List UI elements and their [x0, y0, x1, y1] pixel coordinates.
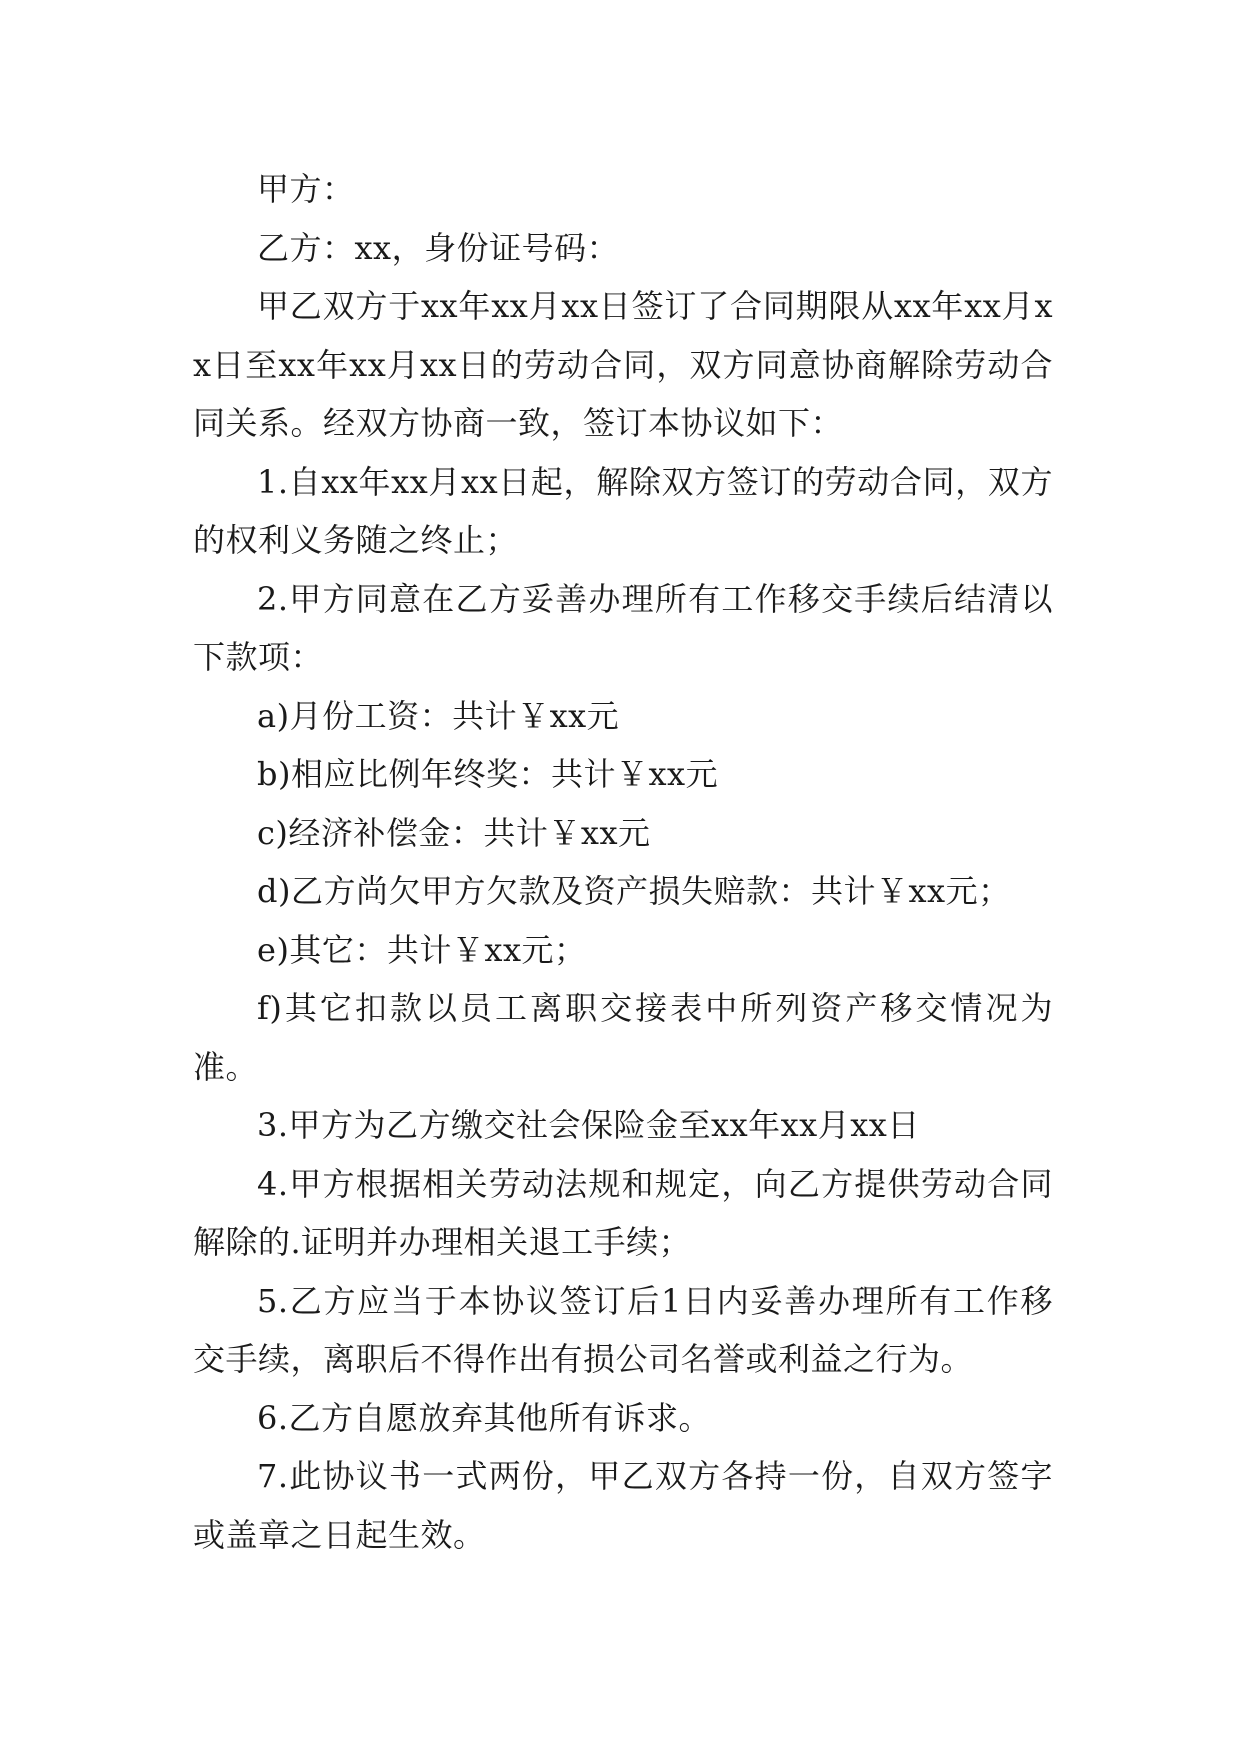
clause-2-item-d: d)乙方尚欠甲方欠款及资产损失赔款：共计￥xx元；: [257, 872, 1011, 910]
party-b-line: 乙方：xx，身份证号码：: [257, 228, 620, 267]
clause-2-item-a: a)月份工资：共计￥xx元: [257, 696, 620, 735]
clause-2-item-f: f)其它扣款以员工离职交接表中所列资产移交情况为准。: [193, 989, 1053, 1086]
clause-4: 4.甲方根据相关劳动法规和规定，向乙方提供劳动合同解除的.证明并办理相关退工手续；: [193, 1164, 1053, 1261]
clause-7: 7.此协议书一式两份，甲乙双方各持一份，自双方签字或盖章之日起生效。: [193, 1457, 1053, 1554]
clause-5: 5.乙方应当于本协议签订后1日内妥善办理所有工作移交手续，离职后不得作出有损公司名誉或利益之行为。: [193, 1281, 1053, 1378]
clause-6: 6.乙方自愿放弃其他所有诉求。: [257, 1398, 712, 1437]
document-body: [193, 160, 1053, 1564]
party-a-line: 甲方：: [257, 170, 355, 208]
preamble-paragraph: 甲乙双方于xx年xx月xx日签订了合同期限从xx年xx月xx日至xx年xx月xx日的劳动合同，双方同意协商解除劳动合同关系。经双方协商一致，签订本协议如下：: [193, 287, 1053, 442]
clause-2-item-b: b)相应比例年终奖：共计￥xx元: [257, 755, 719, 793]
clause-2-item-c: c)经济补偿金：共计￥xx元: [257, 813, 651, 852]
clause-2-item-e: e)其它：共计￥xx元；: [257, 930, 587, 969]
clause-1: 1.自xx年xx月xx日起，解除双方签订的劳动合同，双方的权利义务随之终止；: [193, 462, 1053, 559]
clause-3: 3.甲方为乙方缴交社会保险金至xx年xx月xx日: [257, 1106, 920, 1144]
clause-2: 2.甲方同意在乙方妥善办理所有工作移交手续后结清以下款项：: [193, 579, 1053, 676]
